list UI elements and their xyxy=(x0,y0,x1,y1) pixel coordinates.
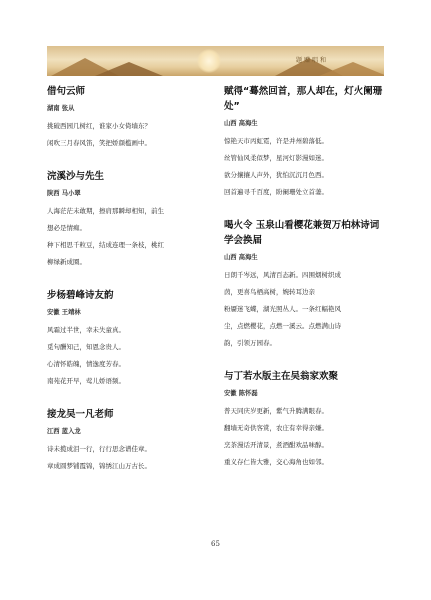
poem-line: 尘，点燃樱花，点燃一溪云。点燃满山诗 xyxy=(224,322,341,330)
poem-line: 人海茫茫未敢期，擦肩那瞬却相知，前生 xyxy=(47,207,164,215)
poem-line: 翻墙无奇供客赏，农庄有幸得亲嫌。 xyxy=(224,424,328,432)
poem-author: 江西 蓝入龙 xyxy=(47,428,81,435)
poem-author: 山西 高海生 xyxy=(224,254,258,261)
poem-line: 诗未揽成泪一行，行行思念谱佳章。 xyxy=(47,445,151,453)
poem-author: 山西 高海生 xyxy=(224,120,258,127)
poem-line: 欲分攘攘人声外，犹怕沉沉月色西。 xyxy=(224,171,328,179)
poem-author: 陕西 马小翠 xyxy=(47,190,81,197)
poem xyxy=(47,84,213,152)
poem-author: 安徽 陈怀磊 xyxy=(224,390,258,397)
poem-line: 挑破西园几树红，谁家小女倚墙东？ xyxy=(47,122,151,130)
poem-title: 赋得“蓦然回首，那人却在，灯火阑珊处” xyxy=(224,86,383,112)
poem-line: 南苑花开早，莺儿娇语频。 xyxy=(47,377,125,385)
poem-line: 烹茶漫话开清景，煮酒酣欢品味醇。 xyxy=(224,441,328,449)
poem-title: 接龙吴一凡老师 xyxy=(47,409,114,420)
poem-title: 浣溪沙与先生 xyxy=(47,171,105,182)
poem-line: 心清怀皓魄，情逸度芳春。 xyxy=(47,360,125,368)
poem-title: 喝火令 玉泉山看樱花兼贺万柏林诗词学会换届 xyxy=(224,220,380,246)
poem-line: 觅句酬知己，知恩念贵人。 xyxy=(47,343,125,351)
poem-title: 与丁若水版主在吴翁家欢聚 xyxy=(224,371,339,382)
mountain-decoration xyxy=(319,62,384,76)
poem-line: 回首遍寻千百度，盼阑珊处立首萋。 xyxy=(224,188,328,196)
left-column xyxy=(47,84,213,492)
poem xyxy=(47,407,213,475)
poem-line: 普天同庆岁更新，紫气升腾满眼春。 xyxy=(224,407,328,415)
poem-line: 粉靥迷飞蝶，湖光照丛人。一条红幅艳风 xyxy=(224,305,341,313)
poem-line: 丝管仙风柔似梦，星河灯影漫如迷。 xyxy=(224,154,328,162)
poem-line: 惊艳天市丙虹霓，许是并州碧落低。 xyxy=(224,137,328,145)
mountain-decoration xyxy=(95,62,163,76)
poem-author: 安徽 王靖林 xyxy=(47,309,81,316)
header-banner xyxy=(47,46,384,76)
poem-line: 章成圆梦铺霞锦，锦绣江山万古长。 xyxy=(47,462,151,470)
poem xyxy=(47,169,213,271)
poem-line: 种下相思千粒豆，结成连理一条枝，桃红 xyxy=(47,241,164,249)
section-title: 题赠唱和 xyxy=(295,57,328,64)
poem-title: 借句云师 xyxy=(47,86,86,97)
poem-line: 柳绿新成圈。 xyxy=(47,258,86,266)
poem-line: 韵，引领万园春。 xyxy=(224,339,276,347)
poem-author: 湖南 张从 xyxy=(47,105,75,112)
right-column xyxy=(224,84,388,488)
poem xyxy=(224,218,388,352)
page-number: 65 xyxy=(211,540,220,548)
poem-line: 茵，更喜鸟栖高树，婉转耳边亲 xyxy=(224,288,315,296)
sun-decoration xyxy=(197,49,221,73)
poem-line: 闲吹三月春风笛，笑把娇颜槛画中。 xyxy=(47,139,151,147)
poem-line: 日朗千岑远，风清百态新。四围烟树织成 xyxy=(224,271,341,279)
poem-line: 风霜过半世，幸未失童真。 xyxy=(47,326,125,334)
poem xyxy=(224,369,388,471)
poem-title: 步杨碧峰诗友韵 xyxy=(47,290,114,301)
poem-line: 想必是情痴。 xyxy=(47,224,86,232)
poem xyxy=(47,288,213,390)
poem xyxy=(224,84,388,201)
poem-line: 重义存仁皆大雅，交心海角也如邻。 xyxy=(224,458,328,466)
